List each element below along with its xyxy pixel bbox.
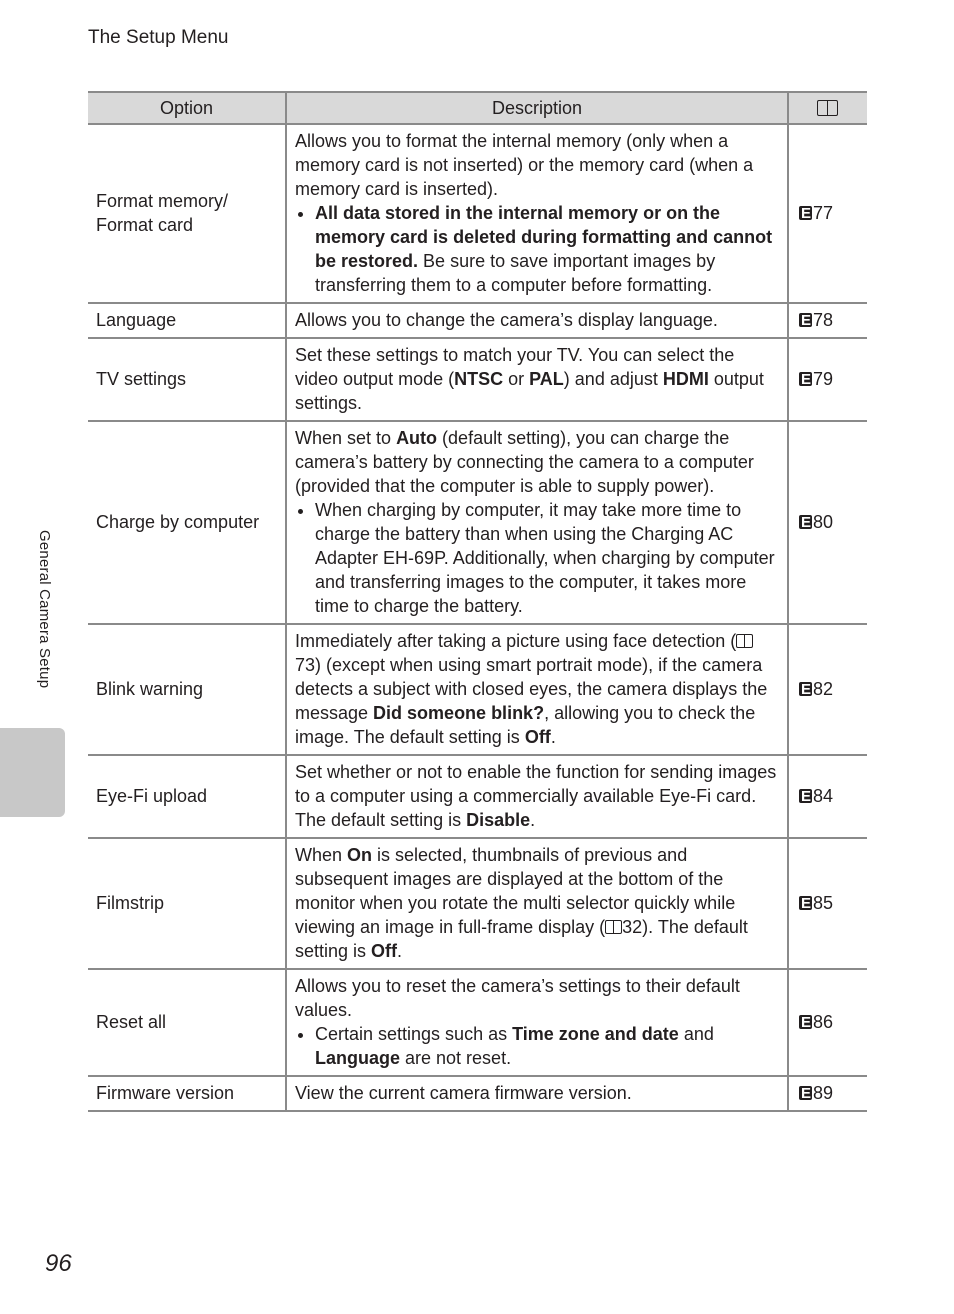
description-text: 73) (except when using smart portrait mode), if the camera detects a subject with closed eyes, the camera displays the message <box>295 655 768 723</box>
description-cell <box>286 838 788 969</box>
bullet-text: are not reset. <box>400 1048 512 1068</box>
option-cell: Format memory/ Format card <box>88 124 286 303</box>
description-text: Immediately after taking a picture using face detection ( <box>295 631 737 651</box>
ntsc-label: NTSC <box>454 369 504 389</box>
description-text: . <box>397 941 403 961</box>
side-section-label: General Camera Setup <box>36 530 53 689</box>
description-cell <box>286 969 788 1076</box>
e-ref-icon <box>799 1086 812 1100</box>
book-icon <box>736 634 753 648</box>
setting-name: Language <box>315 1048 401 1068</box>
reference-cell <box>788 421 867 624</box>
auto-label: Auto <box>396 428 438 448</box>
e-ref-icon <box>799 313 812 327</box>
table-row <box>88 838 867 969</box>
page-ref: 79 <box>813 369 834 389</box>
page-ref: 82 <box>813 679 834 699</box>
reference-cell <box>788 969 867 1076</box>
page-ref: 77 <box>813 203 834 223</box>
default-value: Off <box>524 727 551 747</box>
description-text: Set whether or not to enable the function for sending images to a computer using a commercially available Eye-Fi card. The default setting is <box>295 762 777 830</box>
table-header-row <box>88 92 867 124</box>
description-cell <box>286 624 788 755</box>
reference-cell <box>788 338 867 421</box>
description-cell: View the current camera firmware version. <box>286 1076 788 1111</box>
bullet-text: Certain settings such as <box>315 1024 513 1044</box>
book-icon <box>817 100 839 116</box>
description-text: or <box>503 369 530 389</box>
pal-label: PAL <box>529 369 564 389</box>
description-text: Allows you to reset the camera’s settings to their default values. <box>295 976 740 1020</box>
description-text: ) and adjust <box>563 369 663 389</box>
warning-text: All data stored in the internal memory or on the memory card is deleted during formatting and cannot be restored. <box>315 203 773 271</box>
table-row <box>88 624 867 755</box>
table-row <box>88 124 867 303</box>
e-ref-icon <box>799 789 812 803</box>
option-cell: Reset all <box>88 969 286 1076</box>
page-header-title: The Setup Menu <box>88 27 229 48</box>
page-number: 96 <box>45 1250 72 1277</box>
table-row <box>88 338 867 421</box>
option-cell: Firmware version <box>88 1076 286 1111</box>
table-row <box>88 421 867 624</box>
page-ref: 78 <box>813 310 834 330</box>
reference-cell <box>788 838 867 969</box>
description-cell <box>286 755 788 838</box>
table-row <box>88 303 867 338</box>
column-header-description: Description <box>286 92 788 124</box>
bullet-item <box>315 1022 779 1070</box>
description-text: 32). The default setting is <box>295 917 748 961</box>
option-cell: TV settings <box>88 338 286 421</box>
page-ref: 86 <box>813 1012 834 1032</box>
page-ref: 89 <box>813 1083 834 1103</box>
reference-cell <box>788 124 867 303</box>
description-text-part: (default setting), you can charge the camera’s battery by connecting the camera to a computer (provided that the computer is able to supply power). <box>295 428 754 496</box>
bullet-item: • When charging by computer, it may take more time to charge the battery than when using the Charging AC Adapter EH-69P. Additionally, when charging by computer and transferring images to the computer, it takes more time to charge the battery. <box>315 498 779 618</box>
option-cell: Language <box>88 303 286 338</box>
bullet-item <box>315 201 779 297</box>
bullet-text: Be sure to save important images by transferring them to a computer before formatting. <box>315 251 716 295</box>
description-text <box>295 426 779 498</box>
e-ref-icon <box>799 372 812 386</box>
e-ref-icon <box>799 896 812 910</box>
on-label: On <box>347 845 373 865</box>
option-cell: Charge by computer <box>88 421 286 624</box>
e-ref-icon <box>799 1015 812 1029</box>
description-text: is selected, thumbnails of previous and subsequent images are displayed at the bottom of the monitor when you rotate the multi selector quickly while viewing an image in full-frame display ( <box>295 845 736 937</box>
bullet-list <box>295 201 779 297</box>
description-text: output settings. <box>295 369 764 413</box>
page-ref: 80 <box>813 512 834 532</box>
table-row <box>88 1076 867 1111</box>
description-text: Allows you to format the internal memory (only when a memory card is not inserted) or the memory card (when a memory card is inserted). <box>295 131 754 199</box>
reference-cell <box>788 303 867 338</box>
description-cell <box>286 124 788 303</box>
option-cell: Blink warning <box>88 624 286 755</box>
default-value: Off <box>371 941 398 961</box>
reference-cell <box>788 755 867 838</box>
column-header-reference <box>788 92 867 124</box>
setting-name: Time zone and date <box>512 1024 679 1044</box>
page-ref: 85 <box>813 893 834 913</box>
description-text: Set these settings to match your TV. You can select the video output mode ( <box>295 345 735 389</box>
reference-cell <box>788 1076 867 1111</box>
description-cell <box>286 338 788 421</box>
description-text: , allowing you to check the image. The default setting is <box>295 703 756 747</box>
description-text: . <box>550 727 556 747</box>
description-text: When <box>295 845 348 865</box>
option-cell: Eye-Fi upload <box>88 755 286 838</box>
column-header-option: Option <box>88 92 286 124</box>
e-ref-icon <box>799 515 812 529</box>
bullet-list <box>295 498 779 618</box>
e-ref-icon <box>799 682 812 696</box>
bullet-list <box>295 1022 779 1070</box>
description-text-part: When set to <box>295 428 397 448</box>
setup-menu-table <box>88 91 867 1112</box>
description-cell: Allows you to change the camera’s display language. <box>286 303 788 338</box>
side-section-tab <box>0 728 65 817</box>
message-label: Did someone blink? <box>373 703 545 723</box>
book-icon <box>605 920 622 934</box>
e-ref-icon <box>799 206 812 220</box>
default-value: Disable <box>466 810 531 830</box>
bullet-text: and <box>678 1024 714 1044</box>
option-cell: Filmstrip <box>88 838 286 969</box>
table-row <box>88 969 867 1076</box>
table-row <box>88 755 867 838</box>
reference-cell <box>788 624 867 755</box>
hdmi-label: HDMI <box>662 369 709 389</box>
page-ref: 84 <box>813 786 834 806</box>
description-cell <box>286 421 788 624</box>
description-text: . <box>530 810 536 830</box>
